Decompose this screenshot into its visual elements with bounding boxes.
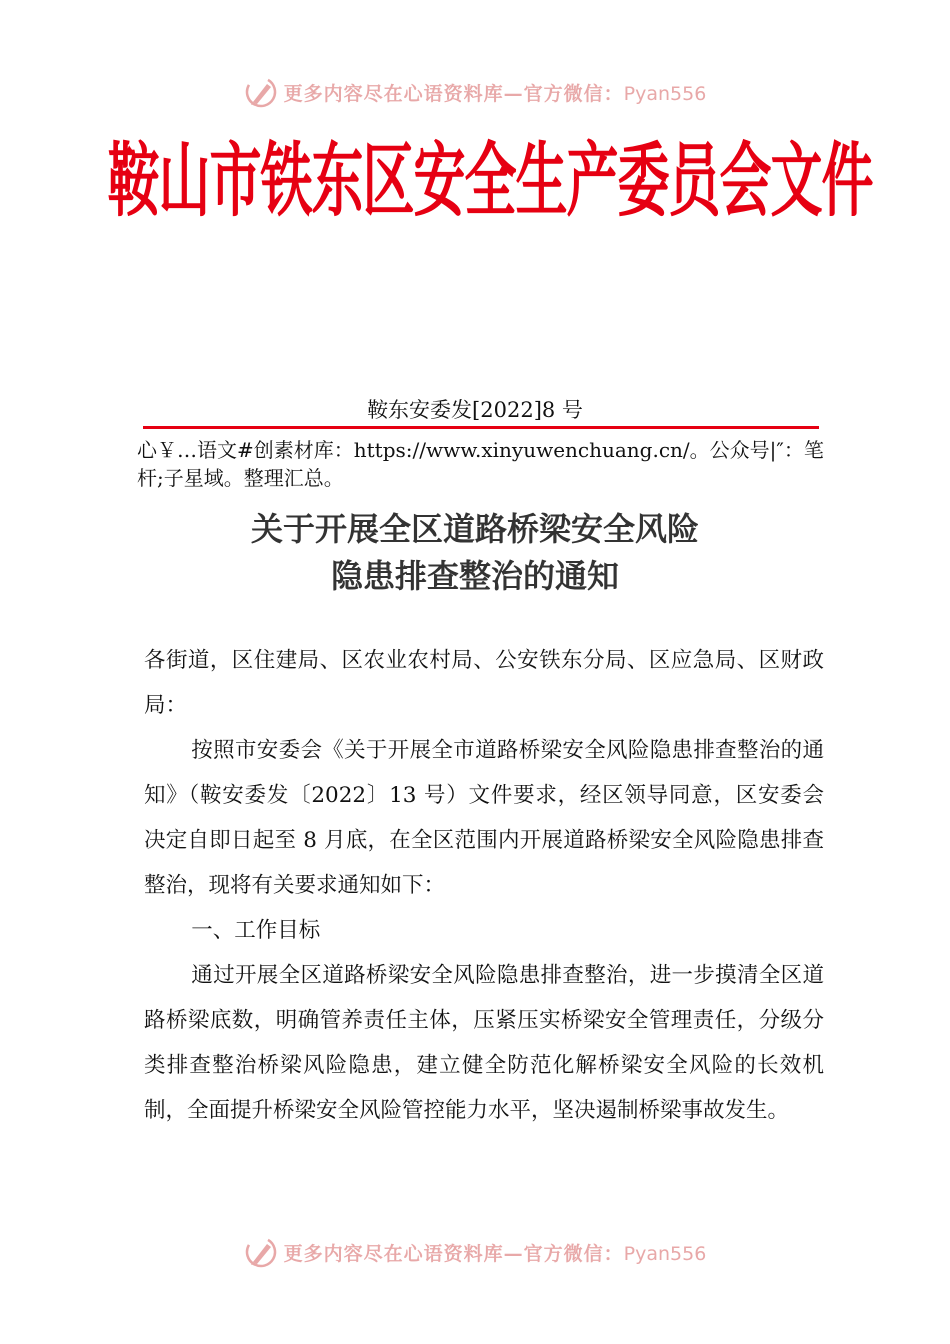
document-number: 鞍东安委发[2022]8 号: [367, 398, 583, 422]
section-heading-work-goals: 一、工作目标: [191, 918, 321, 943]
pen-logo-icon: [244, 1235, 278, 1269]
source-note: 心￥…语文#创素材库：https://www.xinyuwenchuang.cn/。公众号|″：笔杆;子星域。整理汇总。: [137, 438, 824, 490]
notice-title-line-2: 隐患排查整治的通知: [330, 557, 619, 595]
watermark-wechat-id: Pyan556: [623, 82, 707, 105]
watermark-top: [0, 72, 950, 112]
notice-body: [144, 638, 824, 1133]
work-goals-paragraph: 通过开展全区道路桥梁安全风险隐患排查整治，进一步摸清全区道路桥梁底数，明确管养责任主体，压紧压实桥梁安全管理责任，分级分类排查整治桥梁风险隐患，建立健全防范化解桥梁安全风险的长效机制，全面提升桥梁安全风险管控能力水平，坚决遏制桥梁事故发生。: [144, 963, 824, 1123]
watermark-wechat-id: Pyan556: [623, 1242, 707, 1265]
recipients-paragraph: 各街道，区住建局、区农业农村局、公安铁东分局、区应急局、区财政局：: [144, 648, 824, 718]
watermark-text: 更多内容尽在心语资料库—官方微信：: [283, 82, 624, 105]
watermark-text: 更多内容尽在心语资料库—官方微信：: [283, 1242, 624, 1265]
notice-title: [0, 506, 950, 600]
document-header: [107, 126, 873, 238]
intro-paragraph: 按照市安委会《关于开展全市道路桥梁安全风险隐患排查整治的通知》（鞍安委发〔2022〕13 号）文件要求，经区领导同意，区安委会决定自即日起至 8 月底，在全区范围内开展道路桥梁安全风险隐患排查整治，现将有关要求通知如下：: [144, 738, 824, 898]
watermark-bottom: [0, 1232, 950, 1272]
red-divider-line: [143, 426, 819, 429]
notice-title-line-1: 关于开展全区道路桥梁安全风险: [250, 510, 699, 548]
issuing-authority-title: 鞍山市铁东区安全生产委员会文件: [107, 135, 873, 229]
pen-logo-icon: [244, 75, 278, 109]
